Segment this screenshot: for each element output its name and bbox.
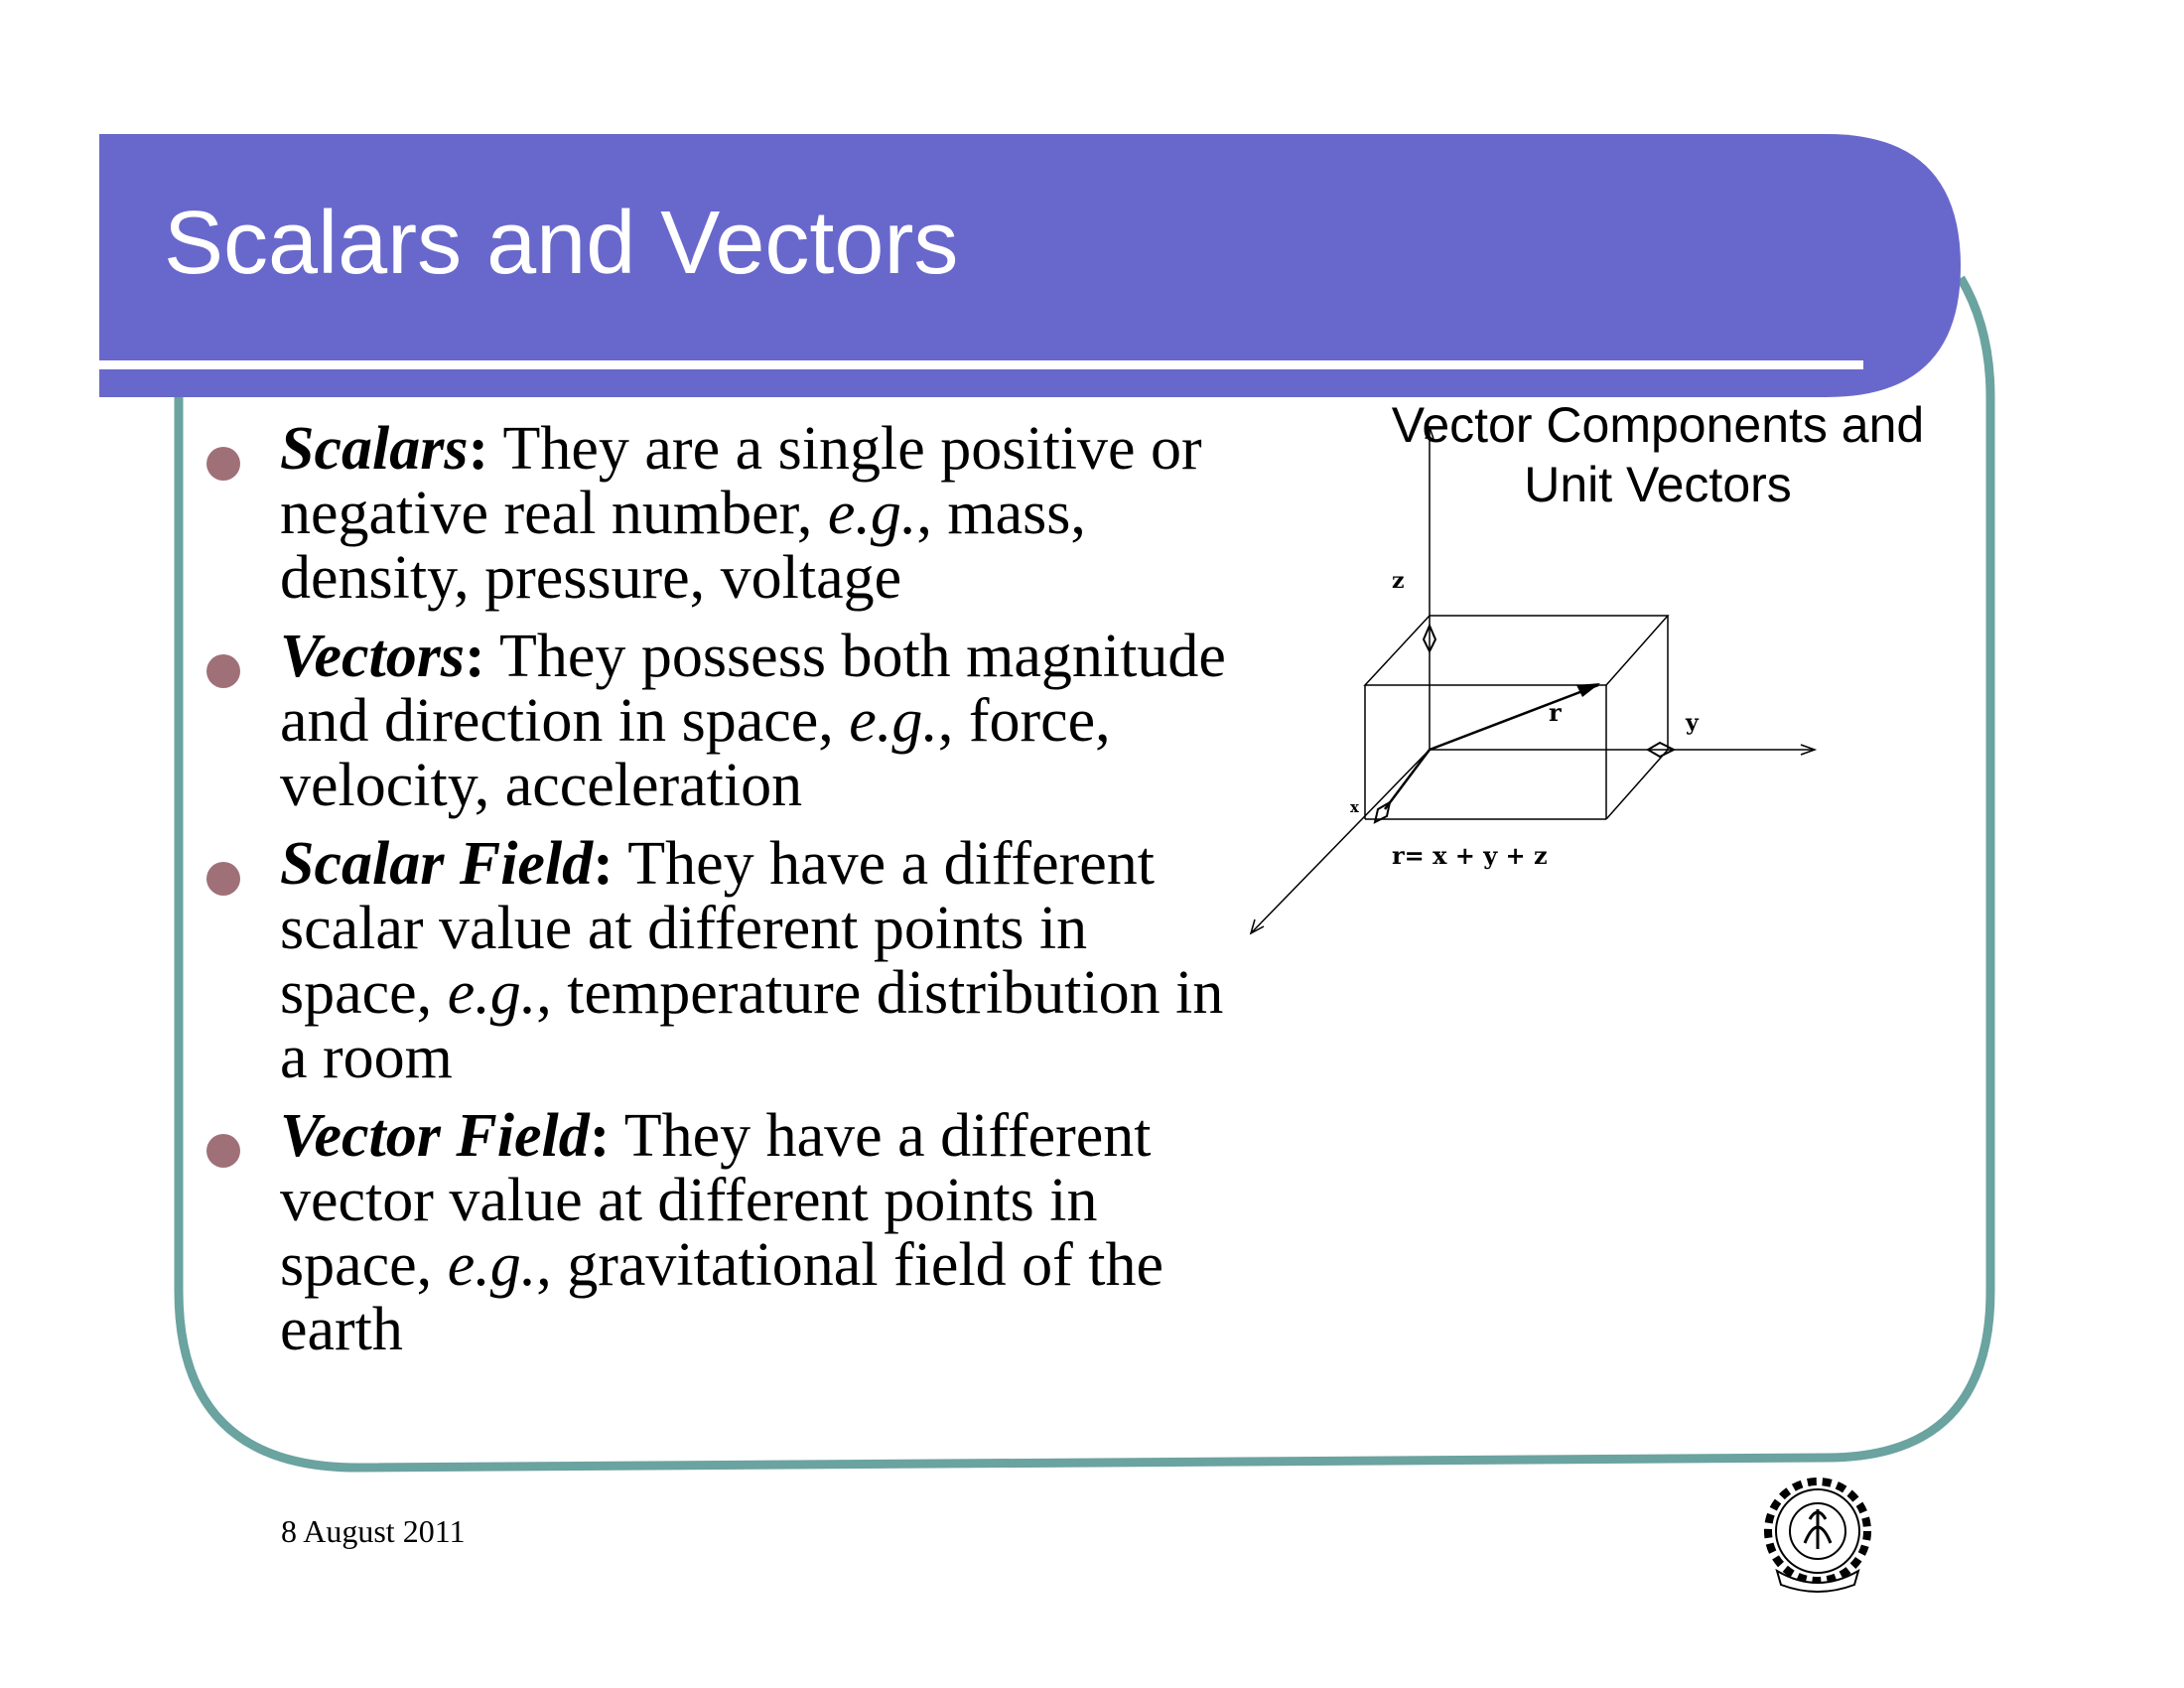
r-arrowhead	[1576, 683, 1600, 697]
caption-line-2: Unit Vectors	[1524, 457, 1792, 512]
caption-line-1: Vector Components and	[1391, 397, 1925, 453]
bullet-scalars: Scalars: They are a single positive or negative real number, e.g., mass, density, pressure, voltage	[206, 417, 1249, 611]
bullet-text: They possess both magnitude and direction in space,	[280, 623, 1226, 755]
banner-rule	[99, 360, 1863, 369]
bullet-examples: , gravitational field of the earth	[280, 1231, 1164, 1363]
bullet-dot-icon	[206, 447, 240, 481]
axis-label-z: z	[1392, 568, 1405, 594]
bullet-examples: , temperature distribution in a room	[280, 959, 1224, 1091]
bullet-text: They have a different scalar value at different points in space,	[280, 830, 1155, 1027]
bullet-term: Vector Field	[280, 1102, 590, 1170]
r-vector	[1385, 685, 1598, 809]
axis-label-x: x	[1350, 798, 1359, 816]
bullet-vectors: Vectors: They possess both magnitude and direction in space, e.g., force, velocity, acceleration	[206, 625, 1249, 818]
bullet-eg: e.g.	[447, 1231, 537, 1299]
vector-label-r: r	[1549, 698, 1562, 727]
bullet-dot-icon	[206, 654, 240, 688]
box-bottom-right	[1606, 750, 1668, 819]
bullet-text: They have a different vector value at different points in space,	[280, 1102, 1152, 1299]
bullet-eg: e.g.	[849, 687, 938, 755]
institute-emblem-logo	[1755, 1472, 1880, 1597]
bullet-examples: , mass, density, pressure, voltage	[280, 480, 1086, 612]
bullet-eg: e.g.	[827, 480, 917, 547]
bullet-vector-field: Vector Field: They have a different vector value at different points in space, e.g., gravitational field of the earth	[206, 1104, 1249, 1362]
bullet-eg: e.g.	[447, 959, 537, 1027]
bullet-text: They are a single positive or negative real number,	[280, 415, 1202, 547]
vector-diagram	[1231, 427, 1846, 963]
bullet-term: Vectors	[280, 623, 465, 690]
slide-title: Scalars and Vectors	[164, 194, 959, 293]
bullet-dot-icon	[206, 1134, 240, 1168]
bullet-term: Scalars	[280, 415, 469, 483]
bullet-scalar-field: Scalar Field: They have a different scalar value at different points in space, e.g., temperature distribution in a room	[206, 832, 1249, 1090]
bullet-examples: , force, velocity, acceleration	[280, 687, 1111, 819]
bullet-term: Scalar Field	[280, 830, 594, 898]
bullet-list	[206, 417, 1249, 1376]
axis-label-y: y	[1686, 710, 1699, 736]
slide-date: 8 August 2011	[281, 1513, 466, 1549]
vector-equation: r= x + y + z	[1392, 841, 1548, 870]
bullet-dot-icon	[206, 862, 240, 896]
box-top	[1365, 616, 1668, 685]
